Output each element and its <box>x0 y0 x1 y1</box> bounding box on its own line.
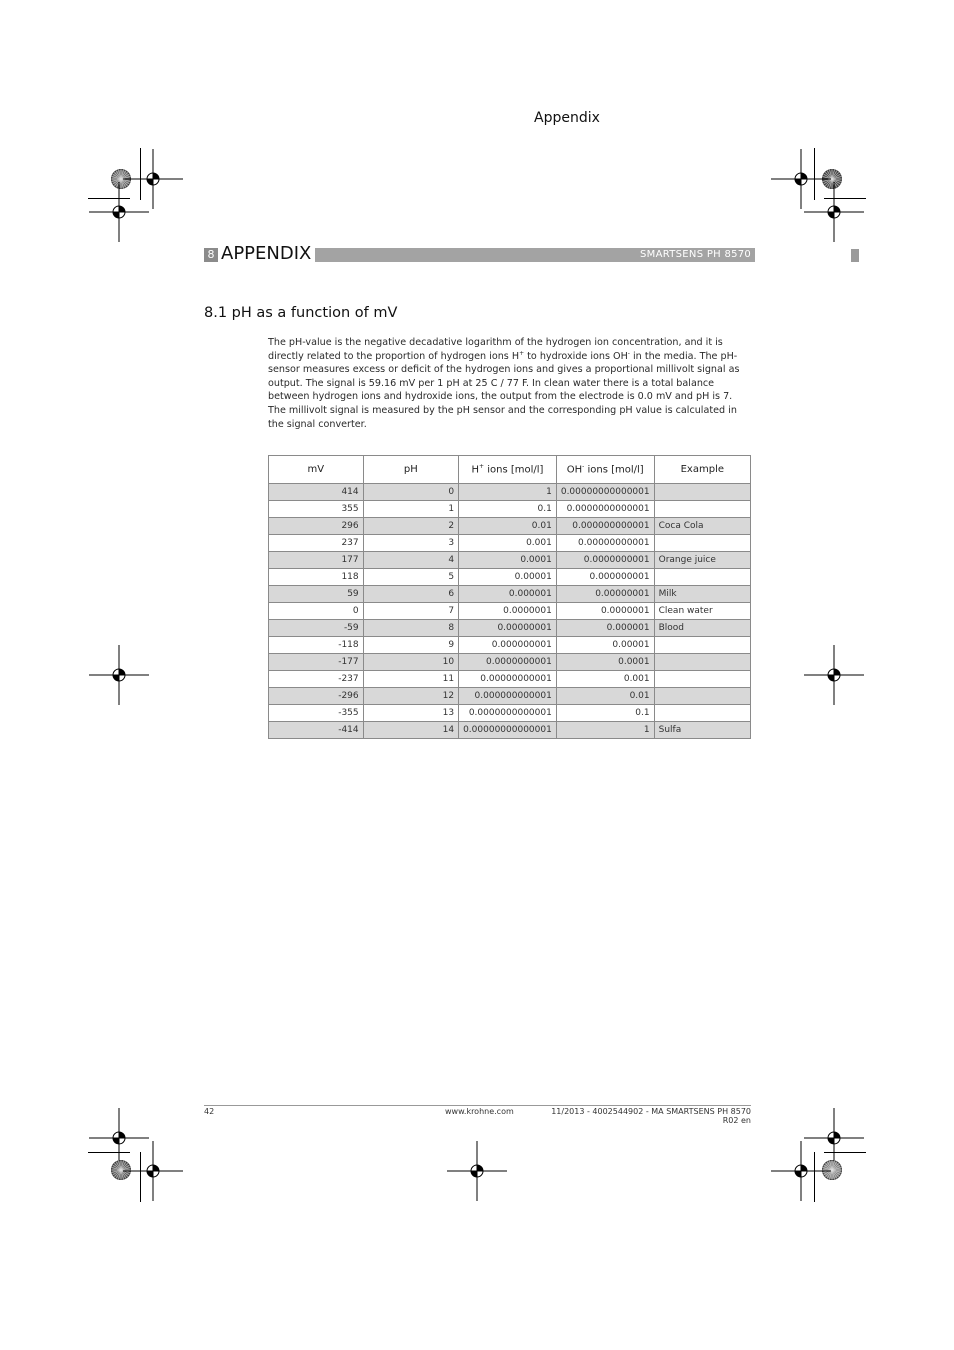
cell-ph: 2 <box>363 518 458 535</box>
cell-example: Blood <box>654 620 750 637</box>
cell-mv: -59 <box>269 620 364 637</box>
col-header-h-ions <box>459 456 557 484</box>
cell-mv: 177 <box>269 552 364 569</box>
table-row <box>269 688 751 705</box>
cell-mv: -355 <box>269 705 364 722</box>
registration-mark <box>123 1141 183 1201</box>
section-title: 8.1 pH as a function of mV <box>204 305 398 321</box>
table-body <box>269 484 751 739</box>
page-number: 42 <box>204 1107 215 1116</box>
intro-paragraph <box>268 336 752 431</box>
cell-h-ions: 0.000000000001 <box>459 688 557 705</box>
cell-ph: 12 <box>363 688 458 705</box>
table-row <box>269 722 751 739</box>
cell-h-ions: 0.00001 <box>459 569 557 586</box>
cell-h-ions: 1 <box>459 484 557 501</box>
cell-mv: 237 <box>269 535 364 552</box>
h-label: H <box>471 464 480 476</box>
cell-mv: 414 <box>269 484 364 501</box>
para-text-1: The pH-value is the negative decadative logarithm of the hydrogen ion concentration, and it is directly related to the proportion of hydrogen ions H <box>268 337 723 362</box>
col-header-example: Example <box>654 456 750 484</box>
para-text-3: in the media. The pH-sensor measures excess or deficit of the hydrogen ions and gives a proportional millivolt signal as output. The signal is 59.16 mV per 1 pH at 25 C / 77 F. In clean water there is a total balance between hydrogen ions and hydroxide ions, the output from the electrode is 0.0 mV and pH is 7. The millivolt signal is measured by the pH sensor and the corresponding pH value is calculated in the signal converter. <box>268 350 740 430</box>
cell-ph: 13 <box>363 705 458 722</box>
table-row <box>269 603 751 620</box>
cell-example <box>654 654 750 671</box>
registration-mark <box>89 645 149 705</box>
cell-ph: 14 <box>363 722 458 739</box>
table-row <box>269 501 751 518</box>
table-row <box>269 671 751 688</box>
cell-h-ions: 0.00000000000001 <box>459 722 557 739</box>
registration-mark <box>771 1141 831 1201</box>
crop-line <box>88 1152 130 1153</box>
registration-mark <box>804 645 864 705</box>
cell-example <box>654 688 750 705</box>
table-row <box>269 552 751 569</box>
crop-line <box>140 148 141 200</box>
cell-h-ions: 0.01 <box>459 518 557 535</box>
cell-example: Clean water <box>654 603 750 620</box>
cell-h-ions: 0.00000000001 <box>459 671 557 688</box>
table-row <box>269 705 751 722</box>
cell-oh-ions: 0.000001 <box>556 620 654 637</box>
crop-line <box>814 148 815 200</box>
footer-doc-id: 11/2013 - 4002544902 - MA SMARTSENS PH 8570 R02 en <box>551 1107 751 1125</box>
cell-ph: 8 <box>363 620 458 637</box>
cell-h-ions: 0.0000001 <box>459 603 557 620</box>
h-sup: + <box>479 463 485 471</box>
thumb-tab <box>851 249 859 262</box>
cell-mv: 59 <box>269 586 364 603</box>
table-row <box>269 586 751 603</box>
cell-ph: 0 <box>363 484 458 501</box>
cell-example: Sulfa <box>654 722 750 739</box>
cell-h-ions: 0.00000001 <box>459 620 557 637</box>
col-header-oh-ions <box>556 456 654 484</box>
product-name: SMARTSENS PH 8570 <box>636 248 755 262</box>
cell-oh-ions: 0.00001 <box>556 637 654 654</box>
cell-ph: 5 <box>363 569 458 586</box>
oh-unit: ions [mol/l] <box>584 464 644 476</box>
cell-example <box>654 705 750 722</box>
cell-mv: 0 <box>269 603 364 620</box>
cell-example <box>654 637 750 654</box>
table-header-row <box>269 456 751 484</box>
cell-example <box>654 569 750 586</box>
table-row <box>269 569 751 586</box>
cell-oh-ions: 0.1 <box>556 705 654 722</box>
cell-mv: -414 <box>269 722 364 739</box>
cell-oh-ions: 0.00000001 <box>556 586 654 603</box>
crop-line <box>140 1152 141 1202</box>
cell-ph: 6 <box>363 586 458 603</box>
registration-mark <box>447 1141 507 1201</box>
cell-oh-ions: 0.00000000000001 <box>556 484 654 501</box>
cell-h-ions: 0.1 <box>459 501 557 518</box>
cell-example: Orange juice <box>654 552 750 569</box>
cell-mv: -237 <box>269 671 364 688</box>
table-row <box>269 620 751 637</box>
cell-h-ions: 0.0001 <box>459 552 557 569</box>
footer-rule <box>204 1105 751 1106</box>
cell-oh-ions: 0.000000001 <box>556 569 654 586</box>
table-row <box>269 484 751 501</box>
cell-oh-ions: 0.000000000001 <box>556 518 654 535</box>
cell-oh-ions: 1 <box>556 722 654 739</box>
cell-h-ions: 0.001 <box>459 535 557 552</box>
cell-oh-ions: 0.0000000000001 <box>556 501 654 518</box>
cell-example: Milk <box>654 586 750 603</box>
table-row <box>269 654 751 671</box>
cell-example <box>654 535 750 552</box>
cell-h-ions: 0.0000000001 <box>459 654 557 671</box>
col-header-ph: pH <box>363 456 458 484</box>
crop-line <box>88 198 130 199</box>
oh-sup: - <box>582 463 585 471</box>
crop-line <box>824 1152 866 1153</box>
cell-h-ions: 0.000001 <box>459 586 557 603</box>
chapter-number: 8 <box>204 248 218 262</box>
cell-oh-ions: 0.0000001 <box>556 603 654 620</box>
cell-mv: 296 <box>269 518 364 535</box>
cell-ph: 11 <box>363 671 458 688</box>
ph-mv-table <box>268 455 751 739</box>
table-row <box>269 518 751 535</box>
para-sup-minus: - <box>627 349 630 357</box>
oh-label: OH <box>566 464 583 476</box>
cell-ph: 1 <box>363 501 458 518</box>
cell-mv: -296 <box>269 688 364 705</box>
cell-ph: 7 <box>363 603 458 620</box>
cell-mv: -177 <box>269 654 364 671</box>
chapter-title: APPENDIX <box>218 243 315 265</box>
footer-url: www.krohne.com <box>445 1107 514 1116</box>
cell-example: Coca Cola <box>654 518 750 535</box>
cell-oh-ions: 0.0000000001 <box>556 552 654 569</box>
para-text-2: to hydroxide ions OH <box>524 350 628 362</box>
cell-mv: -118 <box>269 637 364 654</box>
cell-oh-ions: 0.001 <box>556 671 654 688</box>
cell-mv: 355 <box>269 501 364 518</box>
crop-line <box>814 1152 815 1202</box>
cell-example <box>654 501 750 518</box>
cell-oh-ions: 0.00000000001 <box>556 535 654 552</box>
cell-ph: 4 <box>363 552 458 569</box>
para-sup-plus: + <box>519 349 525 357</box>
table-row <box>269 637 751 654</box>
h-unit: ions [mol/l] <box>484 464 544 476</box>
cell-ph: 9 <box>363 637 458 654</box>
running-head: Appendix <box>534 110 600 126</box>
cell-ph: 10 <box>363 654 458 671</box>
registration-mark <box>804 182 864 242</box>
cell-h-ions: 0.000000001 <box>459 637 557 654</box>
cell-example <box>654 671 750 688</box>
cell-ph: 3 <box>363 535 458 552</box>
table-row <box>269 535 751 552</box>
cell-h-ions: 0.0000000000001 <box>459 705 557 722</box>
crop-line <box>824 198 866 199</box>
cell-oh-ions: 0.01 <box>556 688 654 705</box>
cell-mv: 118 <box>269 569 364 586</box>
col-header-mv: mV <box>269 456 364 484</box>
cell-example <box>654 484 750 501</box>
cell-oh-ions: 0.0001 <box>556 654 654 671</box>
